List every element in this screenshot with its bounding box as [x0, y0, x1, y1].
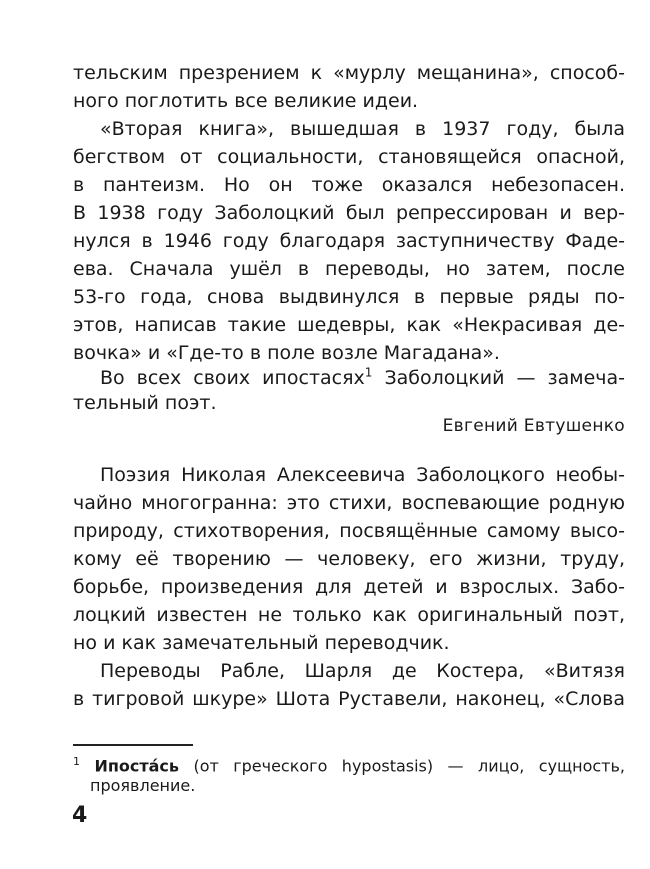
text-line: нулся в 1946 году благодаря заступничеству Фаде- — [73, 230, 625, 252]
footnote-divider — [73, 744, 193, 746]
text-line: ного поглотить все великие идеи. — [73, 90, 419, 112]
text-line: этов, написав такие шедевры, как «Некрасивая де- — [73, 314, 625, 336]
footnote-term: Ипоста́сь — [94, 756, 180, 776]
text-line: бегством от социальности, становящейся опасной, — [73, 146, 625, 168]
text-line: «Вторая книга», вышедшая в 1937 году, была — [100, 118, 625, 140]
text: Во всех своих ипостасях — [100, 367, 365, 389]
text-line: тельный поэт. — [73, 392, 217, 414]
text-line: кому её творению — человеку, его жизни, труду, — [73, 548, 625, 570]
text-line: лоцкий известен не только как оригинальный поэт, — [73, 604, 625, 626]
footnote — [73, 751, 625, 777]
text-line: 53-го года, снова выдвинулся в первые ряды по- — [73, 286, 625, 308]
page-number: 4 — [72, 803, 88, 828]
text-line: вочка» и «Где-то в поле возле Магадана». — [73, 342, 500, 364]
text-line-footnote-ref — [100, 366, 625, 390]
signature: Евгений Евтушенко — [442, 416, 625, 436]
text-line: Поэзия Николая Алексеевича Заболоцкого необы- — [100, 464, 625, 486]
text: Заболоцкий — замеча- — [372, 367, 625, 389]
text-line: ева. Сначала ушёл в переводы, но затем, после — [73, 258, 625, 280]
text-line: В 1938 году Заболоцкий был репрессирован и вер- — [73, 202, 625, 224]
text-line: природу, стихотворения, посвящённые самому высо- — [73, 520, 625, 542]
text-line: тельским презрением к «мурлу мещанина», способ- — [73, 62, 625, 84]
footnote-text-cont: проявление. — [90, 776, 196, 795]
footnote-number: 1 — [73, 755, 80, 768]
text-line: в тигровой шкуре» Шота Руставели, наконец, «Слова — [73, 688, 625, 710]
text-line: Переводы Рабле, Шарля де Костера, «Витязя — [100, 660, 625, 682]
footnote-mark[interactable]: 1 — [364, 365, 373, 380]
text-line: борьбе, произведения для детей и взрослых. Забо- — [73, 576, 625, 598]
text-line: чайно многогранна: это стихи, воспевающие родную — [73, 492, 625, 514]
footnote-text: (от греческого hypostasis) — лицо, сущность, — [179, 756, 626, 776]
text-line: но и как замечательный переводчик. — [73, 632, 450, 654]
text-line: в пантеизм. Но он тоже оказался небезопасен. — [73, 174, 625, 196]
